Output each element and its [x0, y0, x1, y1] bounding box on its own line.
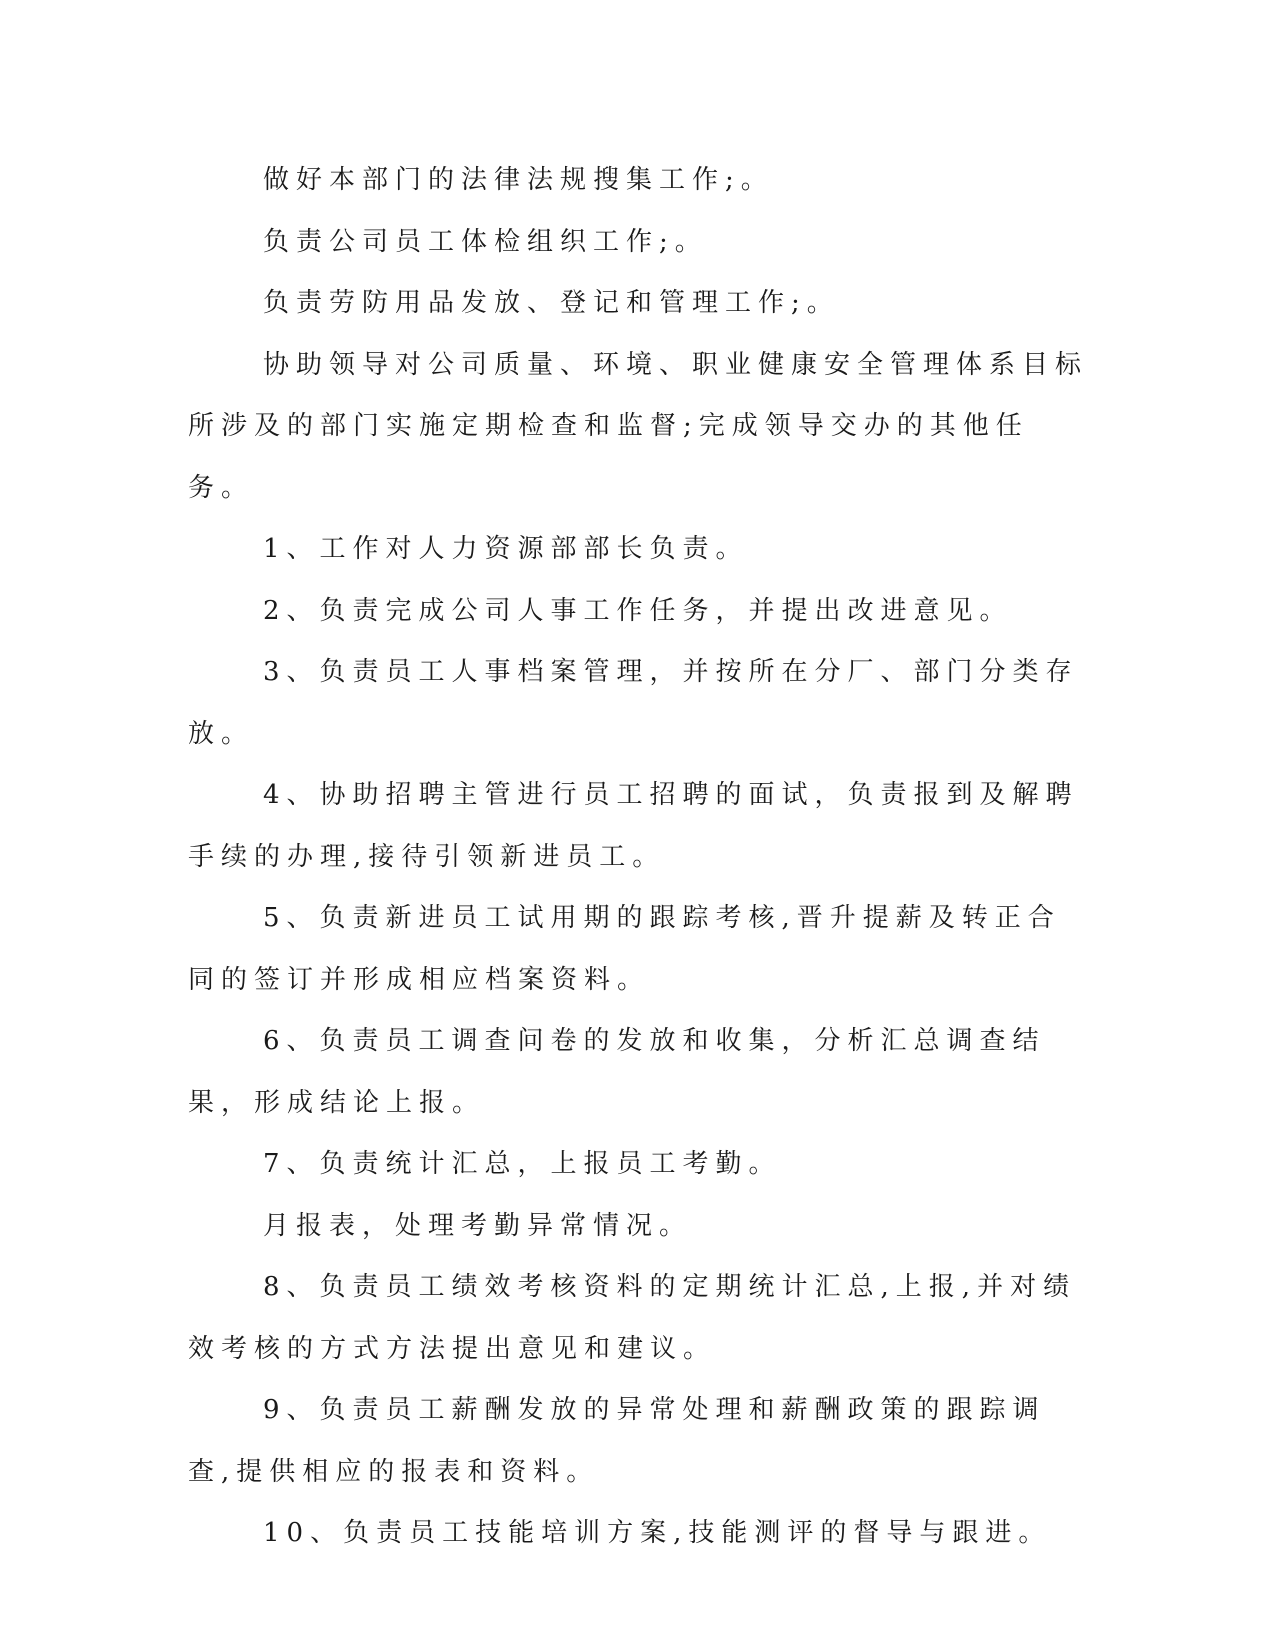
paragraph-3: 负责劳防用品发放、登记和管理工作;。: [263, 288, 840, 318]
paragraph-7: 3、负责员工人事档案管理，并按所在分厂、部门分类存放。: [188, 657, 1079, 749]
document-body: [188, 150, 1088, 1565]
paragraph-8: 4、协助招聘主管进行员工招聘的面试，负责报到及解聘手续的办理,接待引领新进员工。: [188, 780, 1079, 872]
paragraph-1: 做好本部门的法律法规搜集工作;。: [263, 165, 774, 195]
paragraph-13: 8、负责员工绩效考核资料的定期统计汇总,上报,并对绩效考核的方式方法提出意见和建议。: [188, 1272, 1077, 1364]
paragraph-2: 负责公司员工体检组织工作;。: [263, 226, 708, 257]
paragraph-12: 月报表，处理考勤异常情况。: [263, 1210, 693, 1241]
paragraph-9: 5、负责新进员工试用期的跟踪考核,晋升提薪及转正合同的签订并形成相应档案资料。: [188, 903, 1061, 995]
paragraph-4: 协助领导对公司质量、环境、职业健康安全管理体系目标所涉及的部门实施定期检查和监督;完成领导交办的其他任务。: [188, 349, 1089, 503]
paragraph-10: 6、负责员工调查问卷的发放和收集，分析汇总调查结果，形成结论上报。: [188, 1026, 1046, 1118]
paragraph-15: 10、负责员工技能培训方案,技能测评的督导与跟进。: [263, 1518, 1052, 1548]
paragraph-5: 1、工作对人力资源部部长负责。: [263, 534, 749, 564]
paragraph-11: 7、负责统计汇总，上报员工考勤。: [263, 1149, 782, 1179]
paragraph-6: 2、负责完成公司人事工作任务，并提出改进意见。: [263, 595, 1013, 626]
paragraph-14: 9、负责员工薪酬发放的异常处理和薪酬政策的跟踪调查,提供相应的报表和资料。: [188, 1395, 1046, 1487]
